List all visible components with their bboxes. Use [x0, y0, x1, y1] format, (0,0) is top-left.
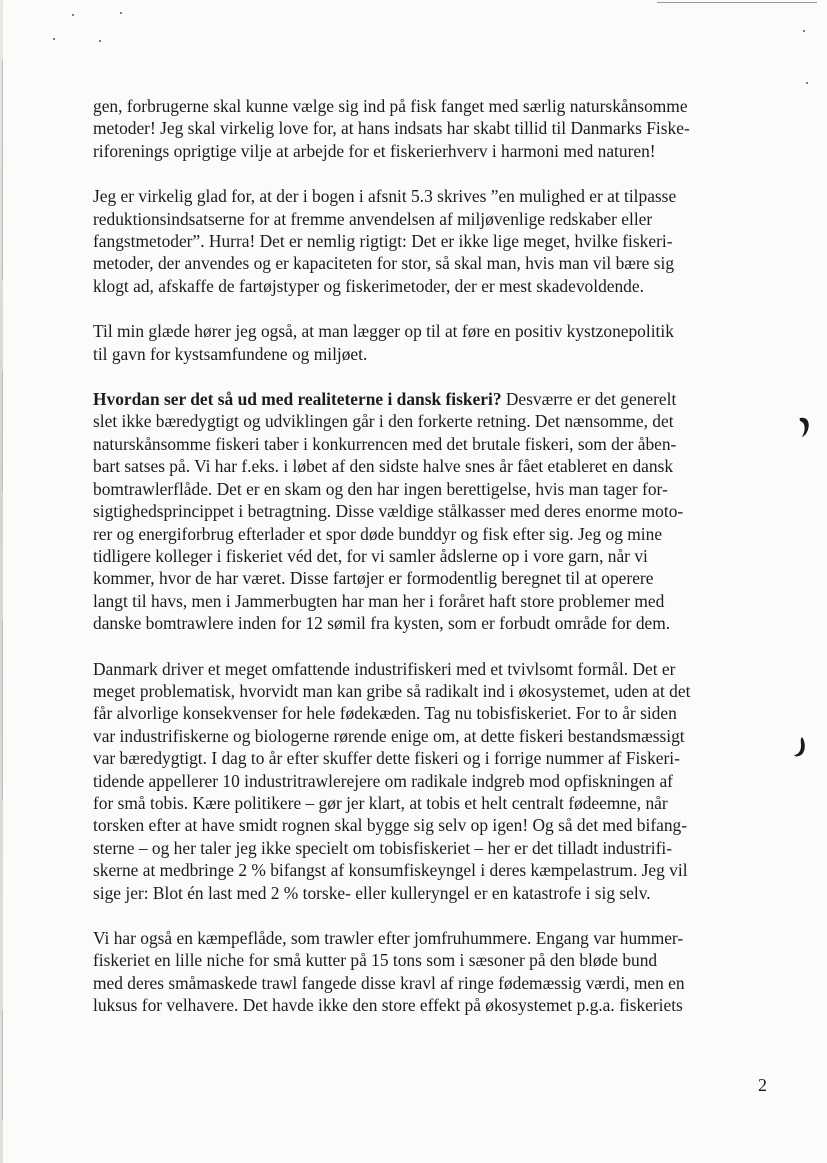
scan-margin-line [2, 1010, 3, 1120]
text-line: metoder, der anvendes og er kapaciteten for stor, så skal man, hvis man vil bære sig [93, 253, 675, 274]
scan-speck [803, 30, 805, 32]
text-line: Til min glæde hører jeg også, at man lægger op til at føre en positiv kystzonepolitik [93, 321, 674, 342]
paragraph-6 [93, 927, 783, 1017]
text-line: klogt ad, afskaffe de fartøjstyper og fiskerimetoder, der er mest skadevoldende. [93, 275, 644, 296]
text-line: Danmark driver et meget omfattende industrifiskeri med et tvivlsomt formål. Det er [93, 658, 676, 679]
scan-speck [72, 14, 74, 16]
text-line: gen, forbrugerne skal kunne vælge sig ind på fisk fanget med særlig naturskånsomme [93, 96, 688, 116]
punch-hole-icon [796, 415, 812, 439]
section-heading: Hvordan ser det så ud med realiteterne i dansk fiskeri? [93, 389, 502, 410]
scan-speck [806, 82, 808, 84]
body-text [93, 95, 783, 1040]
text-line: for små tobis. Kære politikere – gør jer klart, at tobis et helt centralt fødeemne, når [93, 792, 668, 813]
text-line: sigtighedsprincippet i betragtning. Disse vældige stålkasser med deres enorme moto- [93, 501, 684, 522]
scan-speck [120, 12, 122, 14]
text-line: tidligere kolleger i fiskeriet véd det, for vi samler ådslerne op i vore garn, når vi [93, 545, 648, 566]
text-line: riforenings oprigtige vilje at arbejde for et fiskerierhverv i harmoni med naturen! [93, 140, 656, 161]
text-line: meget problematisk, hvorvidt man kan gribe så radikalt ind i økosystemet, uden at det [93, 680, 691, 701]
punch-hole-icon [792, 735, 808, 759]
text-line: torsken efter at have smidt rognen skal bygge sig selv op igen! Og så det med bifang- [93, 815, 688, 836]
text-line: var industrifiskerne og biologerne rørende enige om, at dette fiskeri bestandsmæssigt [93, 725, 685, 746]
scan-margin-line [2, 620, 3, 800]
text-line: bomtrawlerflåde. Det er en skam og den har ingen berettigelse, hvis man tager for- [93, 478, 668, 499]
paragraph-2 [93, 185, 783, 297]
text-line: sterne – og her taler jeg ikke specielt om tobisfiskeriet – her er det tilladt industrifi- [93, 837, 673, 858]
paragraph-5 [93, 658, 783, 904]
text-line: var bæredygtigt. I dag to år efter skuffer dette fiskeri og i forrige nummer af Fiskeri- [93, 748, 680, 769]
text-line: metoder! Jeg skal virkelig love for, at hans indsats har skabt tillid til Danmarks Fiske- [93, 118, 690, 139]
text-fragment: Desværre er det generelt [501, 389, 677, 410]
text-line: langt til havs, men i Jammerbugten har man her i foråret haft store problemer med [93, 590, 665, 611]
page-number: 2 [758, 1075, 767, 1095]
text-line: tidende appellerer 10 industritrawlerejere om radikale indgreb mod opfiskningen af [93, 770, 673, 791]
text-line: Jeg er virkelig glad for, at der i bogen i afsnit 5.3 skrives ”en mulighed er at tilpasse [93, 186, 677, 207]
scan-margin-line [2, 60, 3, 280]
scan-speck [99, 40, 101, 42]
text-line: fiskeriet en lille niche for små kutter på 15 tons som i sæsoner på den bløde bund [93, 950, 658, 971]
text-line: naturskånsomme fiskeri taber i konkurrencen med det brutale fiskeri, som der åben- [93, 433, 677, 454]
paragraph-1 [93, 95, 783, 162]
text-line: skerne at medbringe 2 % bifangst af konsumfiskeyngel i deres kæmpelastrum. Jeg vil [93, 860, 688, 881]
text-line: fangstmetoder”. Hurra! Det er nemlig rigtigt: Det er ikke lige meget, hvilke fiskeri- [93, 231, 673, 252]
text-line: danske bomtrawlere inden for 12 sømil fra kysten, som er forbudt område for dem. [93, 613, 671, 634]
scan-margin-line [2, 370, 3, 490]
text-line: med deres småmaskede trawl fangede disse kravl af ringe fødemæssig værdi, men en [93, 972, 685, 993]
scan-speck [53, 38, 55, 40]
text-line: får alvorlige konsekvenser for hele fødekæden. Tag nu tobisfiskeriet. For to år siden [93, 703, 677, 724]
paragraph-4 [93, 388, 783, 634]
text-line: slet ikke bæredygtigt og udviklingen går i den forkerte retning. Det nænsomme, det [93, 411, 674, 432]
text-line: kommer, hvor de har været. Disse fartøjer er formodentlig beregnet til at operere [93, 568, 654, 589]
text-line: bart satses på. Vi har f.eks. i løbet af den sidste halve snes år fået etableret en dansk [93, 456, 674, 477]
text-line: reduktionsindsatserne for at fremme anvendelsen af miljøvenlige redskaber eller [93, 208, 653, 229]
text-line: til gavn for kystsamfundene og miljøet. [93, 343, 368, 364]
text-line: rer og energiforbrug efterlader et spor døde bunddyr og fisk efter sig. Jeg og mine [93, 523, 663, 544]
text-line: Vi har også en kæmpeflåde, som trawler efter jomfruhummere. Engang var hummer- [93, 928, 684, 948]
paragraph-3 [93, 320, 783, 365]
scan-edge-top [657, 2, 817, 3]
text-line [93, 388, 783, 410]
text-line: sige jer: Blot én last med 2 % torske- eller kulleryngel er en katastrofe i sig selv. [93, 882, 651, 903]
text-line: luksus for velhavere. Det havde ikke den store effekt på økosystemet p.g.a. fiskeriets [93, 995, 683, 1016]
